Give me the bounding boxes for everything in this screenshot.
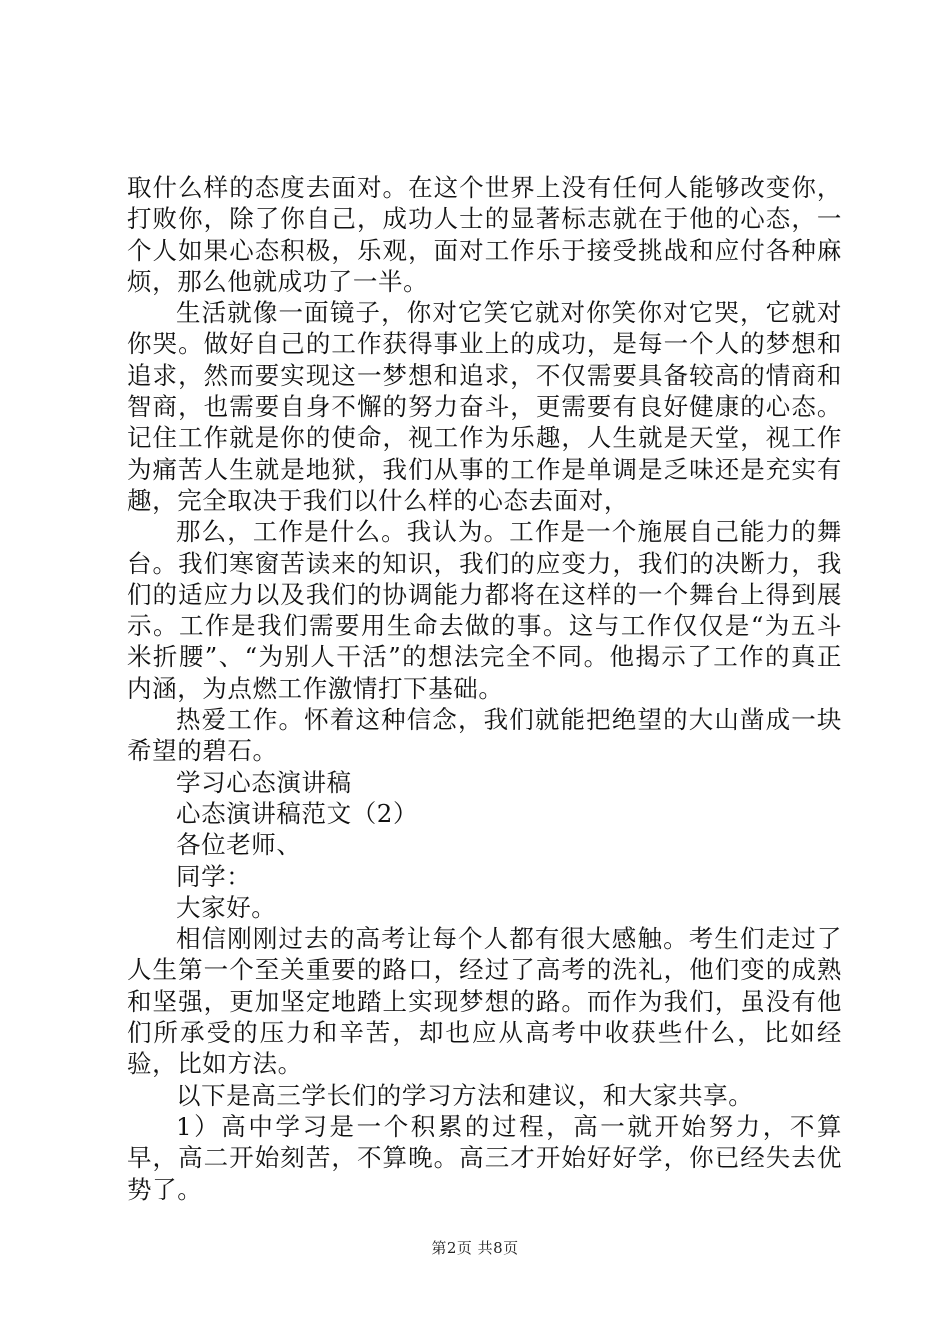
salutation-line: 各位老师、 bbox=[176, 830, 302, 860]
paragraph: 以下是高三学长们的学习方法和建议，和大家共享。 bbox=[176, 1080, 754, 1110]
document-body bbox=[127, 172, 842, 1205]
paragraph: 1）高中学习是一个积累的过程，高一就开始努力，不算早，高二开始刻苦，不算晚。高三才开始好好学，你已经失去优势了。 bbox=[127, 1111, 842, 1204]
paragraph: 生活就像一面镜子，你对它笑它就对你笑你对它哭，它就对你哭。做好自己的工作获得事业上的成功，是每一个人的梦想和追求，然而要实现这一梦想和追求，不仅需要具备较高的情商和智商，也需要自身不懈的努力奋斗，更需要有良好健康的心态。记住工作就是你的使命，视工作为乐趣，人生就是天堂，视工作为痛苦人生就是地狱，我们从事的工作是单调是乏味还是充实有趣，完全取决于我们以什么样的心态去面对， bbox=[127, 298, 842, 515]
paragraph: 那么，工作是什么。我认为。工作是一个施展自己能力的舞台。我们寒窗苦读来的知识，我们的应变力，我们的决断力，我们的适应力以及我们的协调能力都将在这样的一个舞台上得到展示。工作是我们需要用生命去做的事。这与工作仅仅是“为五斗米折腰”、“为别人干活”的想法完全不同。他揭示了工作的真正内涵，为点燃工作激情打下基础。 bbox=[127, 517, 842, 703]
section-title: 学习心态演讲稿 bbox=[176, 767, 352, 797]
salutation-line: 同学： bbox=[176, 861, 252, 891]
paragraph: 热爱工作。怀着这种信念，我们就能把绝望的大山凿成一块希望的碧石。 bbox=[127, 705, 842, 766]
page-number-footer: 第2页 共8页 bbox=[431, 1239, 519, 1257]
paragraph: 取什么样的态度去面对。在这个世界上没有任何人能够改变你，打败你，除了你自己，成功人士的显著标志就在于他的心态，一个人如果心态积极，乐观，面对工作乐于接受挑战和应付各种麻烦，那么他就成功了一半。 bbox=[127, 173, 842, 296]
greeting-line: 大家好。 bbox=[176, 892, 277, 922]
section-subtitle: 心态演讲稿范文（2） bbox=[176, 798, 419, 828]
paragraph: 相信刚刚过去的高考让每个人都有很大感触。考生们走过了人生第一个至关重要的路口，经过了高考的洗礼，他们变的成熟和坚强，更加坚定地踏上实现梦想的路。而作为我们，虽没有他们所承受的压力和辛苦，却也应从高考中收获些什么，比如经验，比如方法。 bbox=[127, 924, 842, 1079]
